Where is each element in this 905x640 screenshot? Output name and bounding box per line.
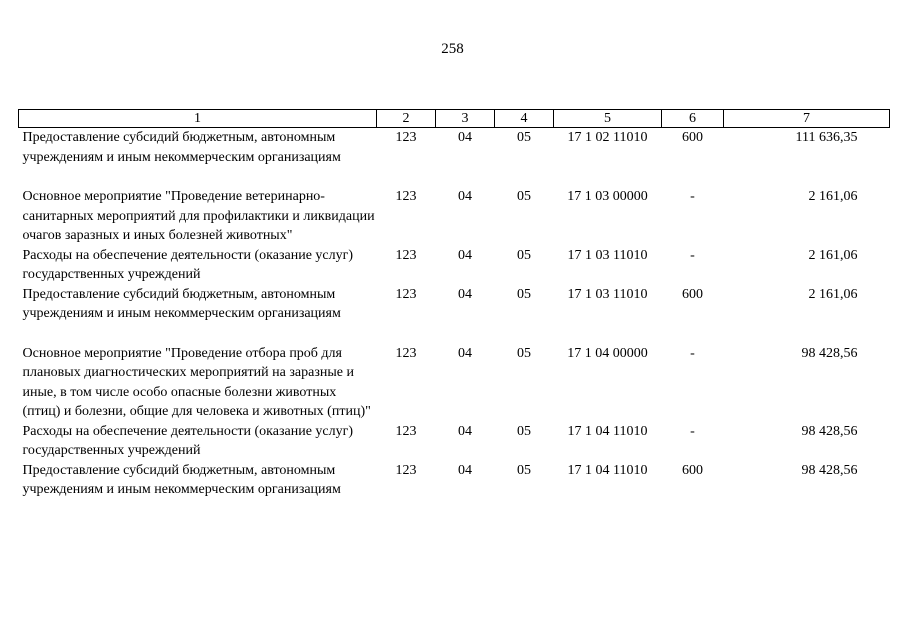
table-row — [19, 246, 890, 285]
row-code-ministry: 123 — [395, 345, 417, 361]
row-code-target: 17 1 03 11010 — [567, 286, 648, 302]
row-code-section: 04 — [458, 423, 472, 439]
row-amount: 98 428,56 — [801, 462, 858, 478]
row-amount: 2 161,06 — [808, 247, 858, 263]
table-row — [19, 344, 890, 422]
table-header — [19, 110, 890, 128]
row-amount: 2 161,06 — [808, 286, 858, 302]
row-code-target: 17 1 04 00000 — [567, 345, 648, 361]
row-code-target: 17 1 03 00000 — [567, 189, 648, 204]
table-row — [19, 461, 890, 500]
row-code-target: 17 1 02 11010 — [567, 130, 648, 145]
header-col-5: 5 — [554, 110, 662, 128]
header-col-7: 7 — [724, 110, 890, 128]
row-description: Предоставление субсидий бюджетным, автономным учреждениям и иным некоммерческим организациям — [22, 462, 341, 497]
row-code-subsection: 05 — [517, 130, 531, 145]
row-code-expense-type: - — [690, 189, 695, 204]
row-code-expense-type: 600 — [682, 462, 703, 478]
row-code-ministry: 123 — [395, 189, 417, 204]
table-body — [19, 128, 890, 500]
table-row — [19, 187, 890, 246]
row-code-section: 04 — [458, 189, 472, 204]
row-code-subsection: 05 — [517, 462, 531, 478]
header-col-6: 6 — [662, 110, 724, 128]
row-code-section: 04 — [458, 130, 472, 145]
row-code-expense-type: 600 — [682, 286, 703, 302]
table-row — [19, 285, 890, 344]
header-col-4: 4 — [495, 110, 554, 128]
header-col-3: 3 — [436, 110, 495, 128]
table-row — [19, 422, 890, 461]
row-code-subsection: 05 — [517, 345, 531, 361]
budget-table — [18, 109, 890, 500]
row-description: Основное мероприятие "Проведение ветеринарно-санитарных мероприятий для профилактики и ликвидации очагов заразных и иных болезней животных" — [22, 189, 375, 243]
row-description: Предоставление субсидий бюджетным, автономным учреждениям и иным некоммерческим организациям — [22, 130, 341, 165]
row-code-target: 17 1 04 11010 — [567, 462, 648, 478]
row-amount: 98 428,56 — [801, 345, 858, 361]
row-description: Расходы на обеспечение деятельности (оказание услуг) государственных учреждений — [22, 423, 354, 458]
row-code-expense-type: 600 — [682, 130, 703, 145]
row-code-ministry: 123 — [395, 423, 417, 439]
row-code-section: 04 — [458, 462, 472, 478]
row-code-section: 04 — [458, 247, 472, 263]
row-code-ministry: 123 — [395, 462, 417, 478]
row-amount: 2 161,06 — [808, 189, 858, 204]
row-code-subsection: 05 — [517, 189, 531, 204]
row-code-target: 17 1 03 11010 — [567, 247, 648, 263]
row-code-ministry: 123 — [395, 130, 417, 145]
page-number: 258 — [441, 41, 464, 57]
row-amount: 98 428,56 — [801, 423, 858, 439]
row-description: Предоставление субсидий бюджетным, автономным учреждениям и иным некоммерческим организациям — [22, 286, 341, 321]
row-code-subsection: 05 — [517, 286, 531, 302]
table-row — [19, 128, 890, 188]
row-code-subsection: 05 — [517, 247, 531, 263]
row-code-expense-type: - — [690, 345, 695, 361]
row-code-ministry: 123 — [395, 286, 417, 302]
header-col-1: 1 — [19, 110, 377, 128]
row-code-expense-type: - — [690, 247, 695, 263]
row-code-subsection: 05 — [517, 423, 531, 439]
row-code-section: 04 — [458, 286, 472, 302]
row-code-section: 04 — [458, 345, 472, 361]
header-col-2: 2 — [377, 110, 436, 128]
row-amount: 111 636,35 — [795, 130, 858, 145]
row-description: Расходы на обеспечение деятельности (оказание услуг) государственных учреждений — [22, 247, 354, 282]
row-code-target: 17 1 04 11010 — [567, 423, 648, 439]
row-code-expense-type: - — [690, 423, 695, 439]
row-code-ministry: 123 — [395, 247, 417, 263]
header-row — [19, 110, 890, 128]
row-description: Основное мероприятие "Проведение отбора проб для плановых диагностических мероприятий на заразные и иные, в том числе особо опасные болезни животных (птиц) и болезни, общие для человека и животных (птиц)" — [22, 345, 371, 419]
